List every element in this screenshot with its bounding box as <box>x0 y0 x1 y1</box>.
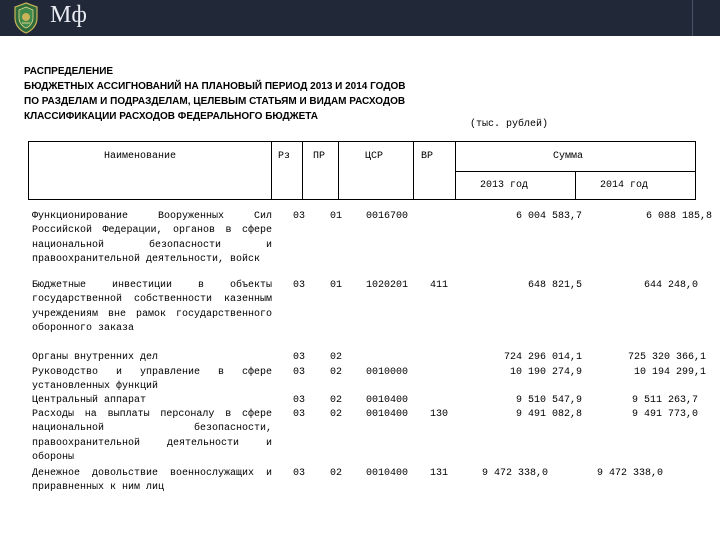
row-2014: 725 320 366,1 <box>627 352 706 363</box>
row-2013: 10 190 274,9 <box>509 367 582 378</box>
header-col-divider <box>575 171 576 199</box>
header-divider <box>692 0 693 36</box>
row-name: Органы внутренних дел <box>32 352 159 363</box>
row-csr: 0010400 <box>366 468 409 479</box>
row-rz: 03 <box>293 367 306 378</box>
title-line: КЛАССИФИКАЦИИ РАСХОДОВ ФЕДЕРАЛЬНОГО БЮДЖЕТА <box>24 111 319 122</box>
row-rz: 03 <box>293 280 306 291</box>
header-2014: 2014 год <box>600 180 649 191</box>
header-rule-bottom <box>28 199 696 200</box>
row-rz: 03 <box>293 395 306 406</box>
row-pr: 02 <box>330 409 343 420</box>
row-2014: 644 248,0 <box>643 280 698 291</box>
emblem-logo-icon <box>10 2 42 34</box>
header-name: Наименование <box>104 151 177 162</box>
row-csr: 0010000 <box>366 367 409 378</box>
row-2013: 9 491 082,8 <box>515 409 582 420</box>
row-2013: 724 296 014,1 <box>503 352 582 363</box>
row-2013: 648 821,5 <box>527 280 582 291</box>
units-label: (тыс. рублей) <box>470 119 549 130</box>
row-rz: 03 <box>293 352 306 363</box>
row-csr: 0016700 <box>366 211 409 222</box>
row-pr: 01 <box>330 280 343 291</box>
row-pr: 02 <box>330 352 343 363</box>
row-vr: 131 <box>430 468 449 479</box>
app-title: Мф <box>50 2 87 28</box>
header-col-divider <box>413 141 414 199</box>
row-name: Расходы на выплаты персоналу в сфере национальной безопасности, правоохранительной деятельности и обороны <box>32 409 272 463</box>
row-vr: 130 <box>430 409 449 420</box>
row-2013: 9 510 547,9 <box>515 395 582 406</box>
title-line: БЮДЖЕТНЫХ АССИГНОВАНИЙ НА ПЛАНОВЫЙ ПЕРИОД 2013 И 2014 ГОДОВ <box>24 81 406 92</box>
row-rz: 03 <box>293 468 306 479</box>
header-rule-top <box>28 141 696 142</box>
row-name: Бюджетные инвестиции в объекты государственной собственности казенным учреждениям вне рамок государственного оборонного заказа <box>32 280 272 334</box>
row-2013: 9 472 338,0 <box>482 468 549 479</box>
document-title <box>24 64 405 124</box>
title-line: РАСПРЕДЕЛЕНИЕ <box>24 66 114 77</box>
row-name: Центральный аппарат <box>32 395 147 406</box>
row-name: Функционирование Вооруженных Сил Российской Федерации, органов в сфере национальной безопасности и правоохранительной деятельности, войск <box>32 211 272 265</box>
row-pr: 01 <box>330 211 343 222</box>
row-2014: 9 511 263,7 <box>631 395 698 406</box>
row-pr: 02 <box>330 395 343 406</box>
row-pr: 02 <box>330 468 343 479</box>
header-csr: ЦСР <box>365 151 384 162</box>
row-name: Руководство и управление в сфере установленных функций <box>32 367 272 393</box>
row-pr: 02 <box>330 367 343 378</box>
header-vr: ВР <box>421 151 434 162</box>
row-2014: 10 194 299,1 <box>633 367 706 378</box>
row-rz: 03 <box>293 409 306 420</box>
row-2014: 9 472 338,0 <box>597 468 664 479</box>
header-sum: Сумма <box>553 151 584 162</box>
header-col-divider <box>455 141 456 199</box>
row-rz: 03 <box>293 211 306 222</box>
header-col-divider <box>271 141 272 199</box>
row-2014: 9 491 773,0 <box>631 409 698 420</box>
row-csr: 0010400 <box>366 409 409 420</box>
row-csr: 0010400 <box>366 395 409 406</box>
title-line: ПО РАЗДЕЛАМ И ПОДРАЗДЕЛАМ, ЦЕЛЕВЫМ СТАТЬЯМ И ВИДАМ РАСХОДОВ <box>24 96 406 107</box>
row-name: Денежное довольствие военнослужащих и приравненных к ним лиц <box>32 468 272 494</box>
row-2014: 6 088 185,8 <box>645 211 712 222</box>
header-2013: 2013 год <box>480 180 529 191</box>
row-vr: 411 <box>430 280 449 291</box>
header-pr: ПР <box>313 151 326 162</box>
row-2013: 6 004 583,7 <box>515 211 582 222</box>
header-col-divider <box>28 141 29 199</box>
header-bar <box>0 0 720 36</box>
header-col-divider <box>695 141 696 199</box>
header-col-divider <box>338 141 339 199</box>
header-col-divider <box>302 141 303 199</box>
row-csr: 1020201 <box>366 280 409 291</box>
header-rz: Рз <box>278 151 291 162</box>
